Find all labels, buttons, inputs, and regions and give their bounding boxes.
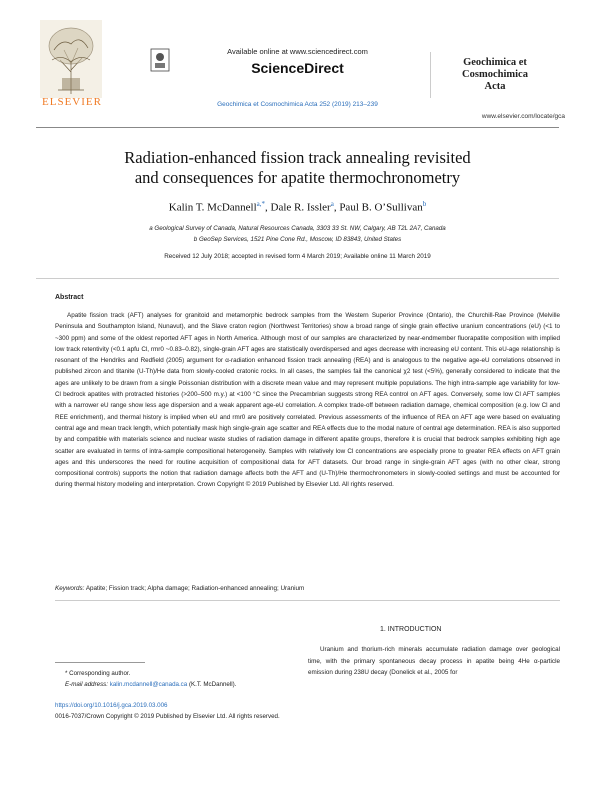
received-dates: Received 12 July 2018; accepted in revised form 4 March 2019; Available online 11 March 2019 bbox=[164, 253, 431, 260]
article-title bbox=[36, 148, 559, 188]
corresponding-author-note: * Corresponding author. bbox=[65, 670, 131, 677]
issn-copyright: 0016-7037/Crown Copyright © 2019 Published by Elsevier Ltd. All rights reserved. bbox=[55, 713, 280, 720]
email-person: (K.T. McDannell). bbox=[188, 681, 237, 688]
doi-link[interactable]: https://doi.org/10.1016/j.gca.2019.03.006 bbox=[55, 702, 168, 709]
journal-title-line2: Cosmochimica bbox=[462, 69, 528, 80]
author-list: Kalin T. McDannell$^{a,*}$, Dale R. Issler$^a$, Paul B. O’Sullivan$^b$ bbox=[168, 200, 427, 214]
keywords-label: Keywords: bbox=[55, 585, 85, 592]
affiliation-b: b GeoSep Services, 1521 Pine Cone Rd., Moscow, ID 83843, United States bbox=[193, 236, 402, 243]
email-label: E-mail address: bbox=[65, 681, 108, 688]
email-footnote bbox=[65, 681, 236, 688]
article-title-line2: and consequences for apatite thermochronometry bbox=[134, 168, 461, 187]
journal-title-line1: Geochimica et bbox=[463, 57, 527, 68]
section-heading-introduction: 1. INTRODUCTION bbox=[380, 626, 442, 633]
elsevier-tree-logo bbox=[40, 20, 102, 98]
keywords-list: Apatite; Fission track; Alpha damage; Radiation-enhanced annealing; Uranium bbox=[85, 585, 305, 592]
keywords bbox=[55, 585, 560, 592]
email-link[interactable]: kalin.mcdannell@canada.ca bbox=[109, 681, 188, 688]
abstract-text: Apatite fission track (AFT) analyses for granitoid and metamorphic bedrock samples from the Western Superior Province (Ontario), the Churchill-Rae Province (Melville Peninsula and Southampton Island, Nunavut), and the Slave craton region (Northwest Territories) show a broad range of single grain effective uranium concentrations (eU) (<1 to ~300 ppm) and some of the oldest reported AFT ages in North America. Although most of our samples are characterized by near-endmember fluorapatite composition with implied low track retentivity (<0.1 apfu Cl, rmr0 ~0.83–0.82), single-grain AFT ages are statistically overdispersed and ages decrease with increasing eU content. This eU-age relationship is resonant of the Hendriks and Redfield (2005) argument for α-radiation enhanced fission track annealing (REA) and is analogous to the negative age-eU correlations observed in published zircon and titanite (U-Th)/He data from slowly-cooled cratonic rocks. In all cases, the samples fail the canonical χ2 test (<5%), generally considered to indicate that the ages are unlikely to be drawn from a single Poissonian distribution with a discrete mean value and may represent multiple populations. The high intra-sample age variability for low-Cl bedrock apatites with protracted histories (>200–500 m.y.) at <100 °C since the Precambrian suggests strong REA control on AFT ages. Conversely, some low Cl AFT samples with a narrower eU range show less age dispersion and a weak apparent age-eU correlation. A complex trade-off between radiation damage, chemical composition (e.g. low Cl and REE enrichment), and thermal history is implied when eU and rmr0 are positively correlated. Previous assessments of the influence of REA on AFT age were based on evaluating central age and mean track length, which potentially mask high single-grain age scatter and REA effects due to the modal nature of central age determination. REA is also supported by and compatible with materials science and nuclear waste studies of radiation damage in different apatite groups, therefore it is crucial that bedrock samples exhibiting high age scatter are evaluated in terms of intra-sample compositional heterogeneity. Samples with relatively low Cl concentrations are especially prone to greater REA effects on AFT grain ages and this underscores the need for routine acquisition of compositional data for AFT datasets. Our broad range in single-grain AFT ages (with no other clear, strong compositional controls) supports the notion that radiation damage affects both the AFT and (U-Th)/He thermochronometers in slowly-cooled settings and must be accounted for during thermal history modeling and interpretation. bbox=[55, 312, 560, 489]
author-affiliation-marker[interactable]: a,* bbox=[256, 200, 266, 208]
article-title-line1: Radiation-enhanced fission track annealing revisited bbox=[124, 148, 471, 167]
sciencedirect-label: ScienceDirect bbox=[251, 60, 344, 76]
abstract-heading: Abstract bbox=[55, 294, 84, 301]
author-name[interactable]: Paul B. O’Sullivan bbox=[339, 201, 423, 214]
author-affiliation-marker[interactable]: b bbox=[422, 200, 427, 208]
journal-title bbox=[430, 57, 560, 93]
journal-title-line3: Acta bbox=[484, 81, 506, 92]
author-name[interactable]: Dale R. Issler bbox=[270, 201, 331, 214]
publisher-name: ELSEVIER bbox=[42, 96, 102, 108]
introduction-text: Uranium and thorium-rich minerals accumulate radiation damage over geological time, with the primary spontaneous decay process in apatite being 4He α-particle emission during 238U decay (Donelick et al., 2005 for bbox=[308, 646, 560, 676]
affiliation-a: a Geological Survey of Canada, Natural Resources Canada, 3303 33 St. NW, Calgary, AB T2L 2A7, Canada bbox=[149, 225, 446, 232]
keywords-divider bbox=[55, 600, 560, 601]
abstract-body bbox=[55, 310, 560, 491]
footnote-divider bbox=[55, 662, 145, 663]
header-divider bbox=[36, 127, 559, 128]
abstract-top-divider bbox=[36, 278, 559, 279]
available-online-text: Available online at www.sciencedirect.com bbox=[227, 47, 368, 56]
author-name[interactable]: Kalin T. McDannell bbox=[168, 201, 257, 214]
journal-citation-link[interactable]: Geochimica et Cosmochimica Acta 252 (2019) 213–239 bbox=[217, 101, 378, 108]
author-affiliation-marker[interactable]: a bbox=[330, 200, 334, 208]
abstract-copyright: Crown Copyright © 2019 Published by Elsevier Ltd. All rights reserved. bbox=[197, 481, 394, 489]
journal-url[interactable]: www.elsevier.com/locate/gca bbox=[481, 113, 565, 120]
